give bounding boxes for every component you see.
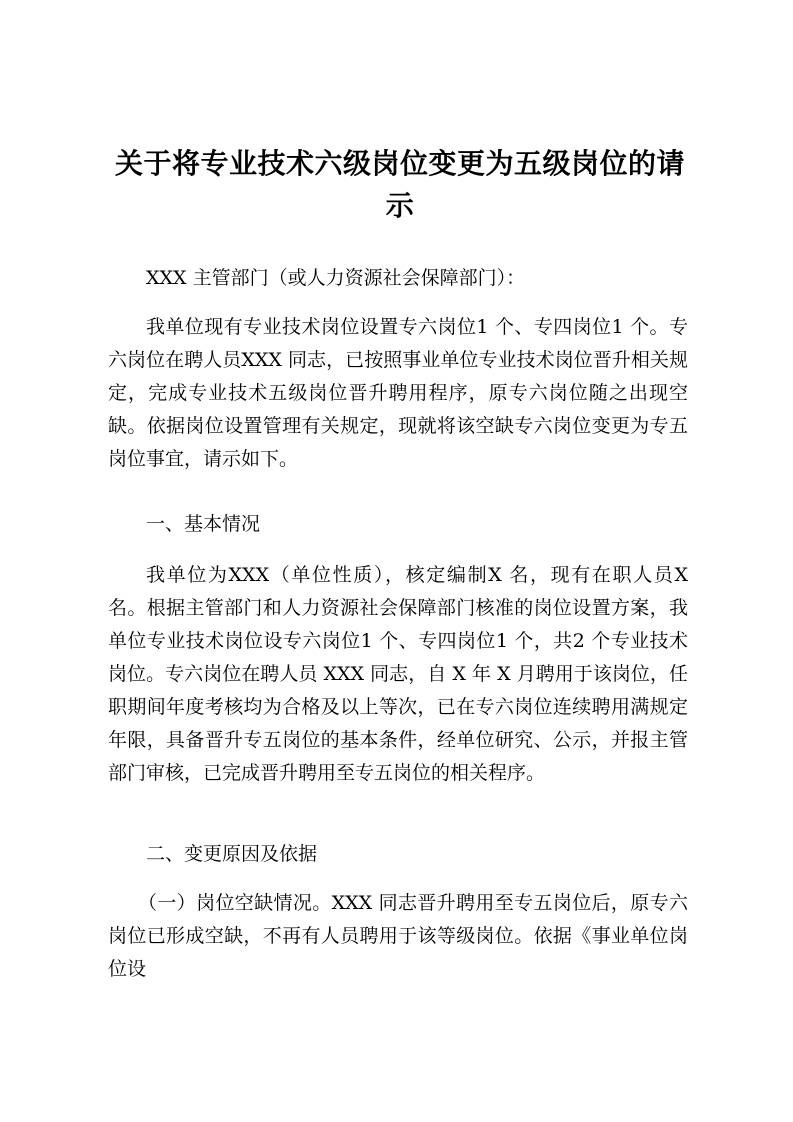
section-2-heading: 二、变更原因及依据 bbox=[146, 843, 318, 865]
title-line-1: 关于将专业技术六级岗位变更为五级岗位的请 bbox=[114, 147, 685, 180]
salutation: XXX 主管部门（或人力资源社会保障部门）： bbox=[146, 267, 526, 289]
section-1-paragraph: 我单位为XXX（单位性质），核定编制X 名，现有在职人员X 名。根据主管部门和人力资源社会保障部门核准的岗位设置方案，我单位专业技术岗位设专六岗位1 个、专四岗位1 个，共2 个专业技术岗位。专六岗位在聘人员 XXX 同志，自 X 年 X 月聘用于该岗位，任职期间年度考核均为合格及以上等次，已在专六岗位连续聘用满规定年限，具备晋升专五岗位的基本条件，经单位研究、公示，并报主管部门审核，已完成晋升聘用至专五岗位的相关程序。 bbox=[108, 564, 688, 784]
title-line-2: 示 bbox=[385, 189, 415, 222]
section-2-item-1: （一）岗位空缺情况。XXX 同志晋升聘用至专五岗位后，原专六岗位已形成空缺，不再有人员聘用于该等级岗位。依据《事业单位岗位设 bbox=[108, 892, 688, 980]
document-title bbox=[100, 143, 700, 227]
intro-paragraph: 我单位现有专业技术岗位设置专六岗位1 个、专四岗位1 个。专六岗位在聘人员XXX 同志，已按照事业单位专业技术岗位晋升相关规定，完成专业技术五级岗位晋升聘用程序，原专六岗位随之出现空缺。依据岗位设置管理有关规定，现就将该空缺专六岗位变更为专五岗位事宜，请示如下。 bbox=[108, 316, 688, 470]
section-1-heading: 一、基本情况 bbox=[146, 513, 261, 535]
